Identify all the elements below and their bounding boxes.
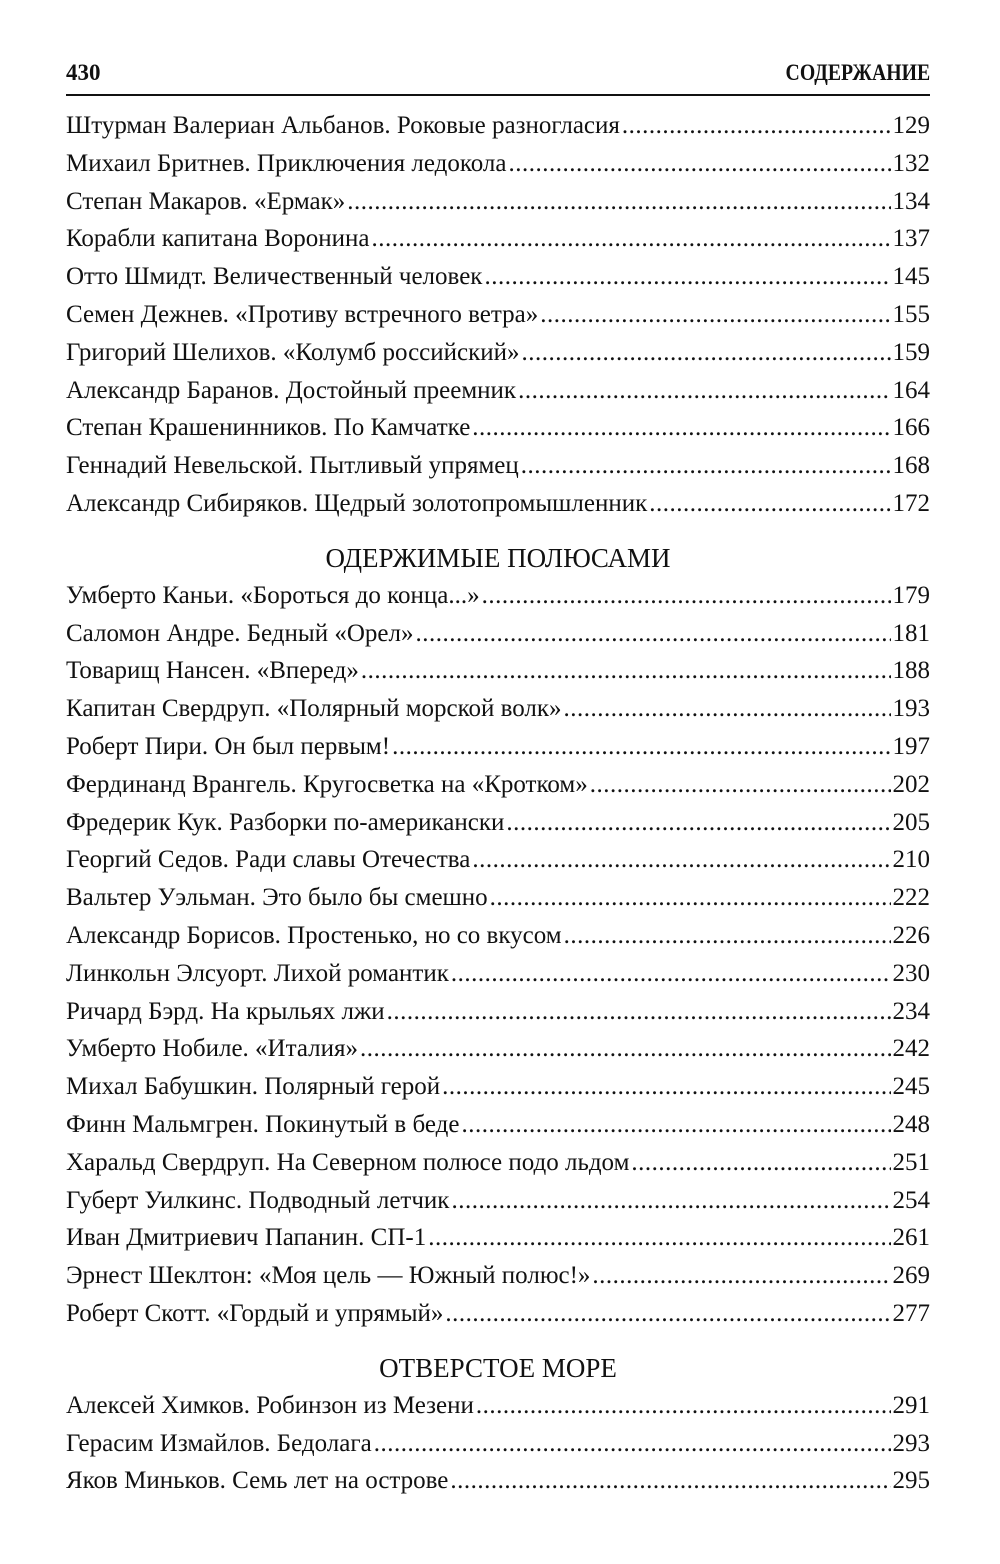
toc-entry-title: Финн Мальмгрен. Покинутый в беде	[66, 1110, 460, 1138]
toc-entry	[66, 733, 930, 771]
toc-entry-page: 166	[892, 414, 930, 442]
toc-entry-title: Умберто Нобиле. «Италия»	[66, 1035, 359, 1063]
toc-entry-page: 172	[892, 489, 930, 517]
toc-entry-page: 251	[892, 1148, 930, 1176]
toc-entry-page: 205	[892, 808, 930, 836]
dot-leader	[564, 695, 891, 723]
dot-leader	[592, 1262, 890, 1290]
toc-entry	[66, 1073, 930, 1111]
toc-entry	[66, 846, 930, 884]
dot-leader	[476, 1392, 891, 1420]
toc-entry	[66, 1187, 930, 1225]
toc-entry-title: Александр Баранов. Достойный преемник	[66, 376, 517, 404]
toc-entry-page: 291	[892, 1391, 930, 1419]
toc-entry-page: 155	[892, 300, 930, 328]
toc-entry	[66, 1300, 930, 1338]
toc-entry	[66, 1467, 930, 1505]
dot-leader	[451, 1187, 890, 1215]
toc-entry-title: Иван Дмитриевич Папанин. СП-1	[66, 1224, 427, 1252]
running-title: СОДЕРЖАНИЕ	[785, 60, 930, 85]
toc-entry-page: 137	[892, 225, 930, 253]
toc-entry-title: Роберт Пири. Он был первым!	[66, 732, 391, 760]
toc-entry-page: 269	[892, 1262, 930, 1290]
toc-page	[66, 58, 930, 1505]
toc-entry	[66, 695, 930, 733]
dot-leader	[564, 922, 891, 950]
toc-entry-page: 164	[892, 376, 930, 404]
toc-entry-page: 261	[892, 1224, 930, 1252]
toc-entry-page: 295	[892, 1467, 930, 1495]
dot-leader	[490, 884, 891, 912]
toc-entry-title: Харальд Свердруп. На Северном полюсе подо льдом	[66, 1148, 630, 1176]
dot-leader	[371, 225, 890, 253]
dot-leader	[631, 1149, 890, 1177]
toc-entry-title: Умберто Каньи. «Бороться до конца...»	[66, 581, 480, 609]
toc-entry	[66, 301, 930, 339]
dot-leader	[506, 809, 890, 837]
toc-entry-page: 226	[892, 921, 930, 949]
toc-entry-page: 179	[892, 581, 930, 609]
toc-entry-title: Степан Макаров. «Ермак»	[66, 187, 346, 215]
toc-entry-page: 230	[892, 959, 930, 987]
toc-entry	[66, 1430, 930, 1468]
dot-leader	[540, 301, 890, 329]
dot-leader	[374, 1430, 891, 1458]
dot-leader	[445, 1300, 890, 1328]
dot-leader	[482, 582, 891, 610]
dot-leader	[518, 377, 890, 405]
toc-entry-title: Саломон Андре. Бедный «Орел»	[66, 619, 414, 647]
toc-entry	[66, 414, 930, 452]
toc-entry-page: 181	[892, 619, 930, 647]
dot-leader	[451, 960, 891, 988]
table-of-contents	[66, 112, 930, 1505]
toc-section-polar	[66, 528, 930, 1338]
toc-entry	[66, 657, 930, 695]
toc-entry-page: 293	[892, 1429, 930, 1457]
dot-leader	[521, 452, 891, 480]
toc-entry-page: 245	[892, 1073, 930, 1101]
toc-entry-page: 145	[892, 263, 930, 291]
toc-entry-title: Губерт Уилкинс. Подводный летчик	[66, 1186, 450, 1214]
dot-leader	[484, 263, 890, 291]
dot-leader	[428, 1224, 890, 1252]
dot-leader	[622, 112, 891, 140]
dot-leader	[387, 998, 891, 1026]
dot-leader	[649, 490, 890, 518]
toc-entry-page: 134	[892, 187, 930, 215]
toc-entry-title: Штурман Валериан Альбанов. Роковые разногласия	[66, 112, 620, 139]
toc-entry-title: Капитан Свердруп. «Полярный морской волк»	[66, 695, 562, 723]
dot-leader	[450, 1467, 890, 1495]
toc-entry-title: Александр Борисов. Простенько, но со вкусом	[66, 921, 562, 949]
toc-entry-page: 132	[892, 149, 930, 177]
dot-leader	[472, 414, 890, 442]
toc-entry-page: 248	[892, 1110, 930, 1138]
toc-entry-title: Товарищ Нансен. «Вперед»	[66, 657, 359, 685]
toc-entry-title: Отто Шмидт. Величественный человек	[66, 263, 483, 291]
toc-entry-title: Алексей Химков. Робинзон из Мезени	[66, 1391, 474, 1419]
toc-entry	[66, 998, 930, 1036]
toc-entry	[66, 960, 930, 998]
toc-entry	[66, 377, 930, 415]
toc-entry-title: Михаил Бритнев. Приключения ледокола	[66, 149, 507, 177]
toc-entry-title: Григорий Шелихов. «Колумб российский»	[66, 338, 520, 366]
dot-leader	[392, 733, 890, 761]
toc-entry-page: 159	[892, 338, 930, 366]
section-heading: ОДЕРЖИМЫЕ ПОЛЮСАМИ	[325, 542, 671, 573]
toc-entry-title: Роберт Скотт. «Гордый и упрямый»	[66, 1299, 444, 1327]
toc-entry-page: 234	[892, 997, 930, 1025]
toc-entry	[66, 809, 930, 847]
toc-entry-title: Линкольн Элсуорт. Лихой романтик	[66, 959, 449, 987]
toc-entry-title: Семен Дежнев. «Противу встречного ветра»	[66, 300, 539, 328]
toc-entry	[66, 1035, 930, 1073]
section-heading: ОТВЕРСТОЕ МОРЕ	[379, 1352, 617, 1383]
dot-leader	[508, 150, 890, 178]
toc-entry-title: Михал Бабушкин. Полярный герой	[66, 1073, 441, 1101]
toc-entry-title: Корабли капитана Воронина	[66, 225, 370, 253]
toc-entry	[66, 1392, 930, 1430]
toc-entry	[66, 150, 930, 188]
toc-entry	[66, 112, 930, 150]
toc-entry-page: 197	[892, 732, 930, 760]
toc-entry-title: Фердинанд Врангель. Кругосветка на «Кротком»	[66, 770, 588, 798]
page-number: 430	[66, 60, 101, 85]
dot-leader	[361, 657, 891, 685]
toc-entry-title: Эрнест Шеклтон: «Моя цель — Южный полюс!»	[66, 1262, 591, 1290]
toc-entry	[66, 922, 930, 960]
toc-entry	[66, 620, 930, 658]
toc-entry-title: Яков Миньков. Семь лет на острове	[66, 1467, 449, 1495]
dot-leader	[347, 188, 890, 216]
toc-entry	[66, 339, 930, 377]
toc-entry-title: Вальтер Уэльман. Это было бы смешно	[66, 884, 488, 912]
toc-entry-page: 188	[892, 657, 930, 685]
toc-entry-title: Фредерик Кук. Разборки по-американски	[66, 808, 505, 836]
toc-entry	[66, 1149, 930, 1187]
toc-entry-title: Геннадий Невельской. Пытливый упрямец	[66, 452, 519, 480]
dot-leader	[442, 1073, 890, 1101]
toc-section-continued	[66, 112, 930, 528]
toc-entry	[66, 1224, 930, 1262]
toc-entry-page: 129	[892, 112, 930, 139]
dot-leader	[472, 846, 890, 874]
toc-entry-page: 210	[892, 846, 930, 874]
dot-leader	[461, 1111, 890, 1139]
toc-entry	[66, 884, 930, 922]
toc-entry	[66, 188, 930, 226]
toc-entry-page: 254	[892, 1186, 930, 1214]
toc-entry	[66, 263, 930, 301]
toc-entry-title: Герасим Измайлов. Бедолага	[66, 1429, 372, 1457]
dot-leader	[360, 1035, 890, 1063]
toc-entry-title: Степан Крашенинников. По Камчатке	[66, 414, 471, 442]
toc-entry-page: 193	[892, 695, 930, 723]
toc-entry-title: Александр Сибиряков. Щедрый золотопромышленник	[66, 489, 648, 517]
toc-entry-title: Георгий Седов. Ради славы Отечества	[66, 846, 471, 874]
dot-leader	[415, 620, 890, 648]
toc-entry	[66, 225, 930, 263]
toc-entry-title: Ричард Бэрд. На крыльях лжи	[66, 997, 385, 1025]
toc-section-open-sea	[66, 1338, 930, 1505]
toc-entry-page: 242	[892, 1035, 930, 1063]
toc-entry	[66, 490, 930, 528]
toc-entry-page: 168	[892, 452, 930, 480]
page-header	[66, 58, 930, 96]
toc-entry	[66, 452, 930, 490]
toc-entry	[66, 771, 930, 809]
toc-entry	[66, 1111, 930, 1149]
toc-entry-page: 277	[892, 1299, 930, 1327]
dot-leader	[590, 771, 891, 799]
toc-entry	[66, 582, 930, 620]
toc-entry	[66, 1262, 930, 1300]
toc-entry-page: 202	[892, 770, 930, 798]
dot-leader	[522, 339, 891, 367]
toc-entry-page: 222	[892, 884, 930, 912]
